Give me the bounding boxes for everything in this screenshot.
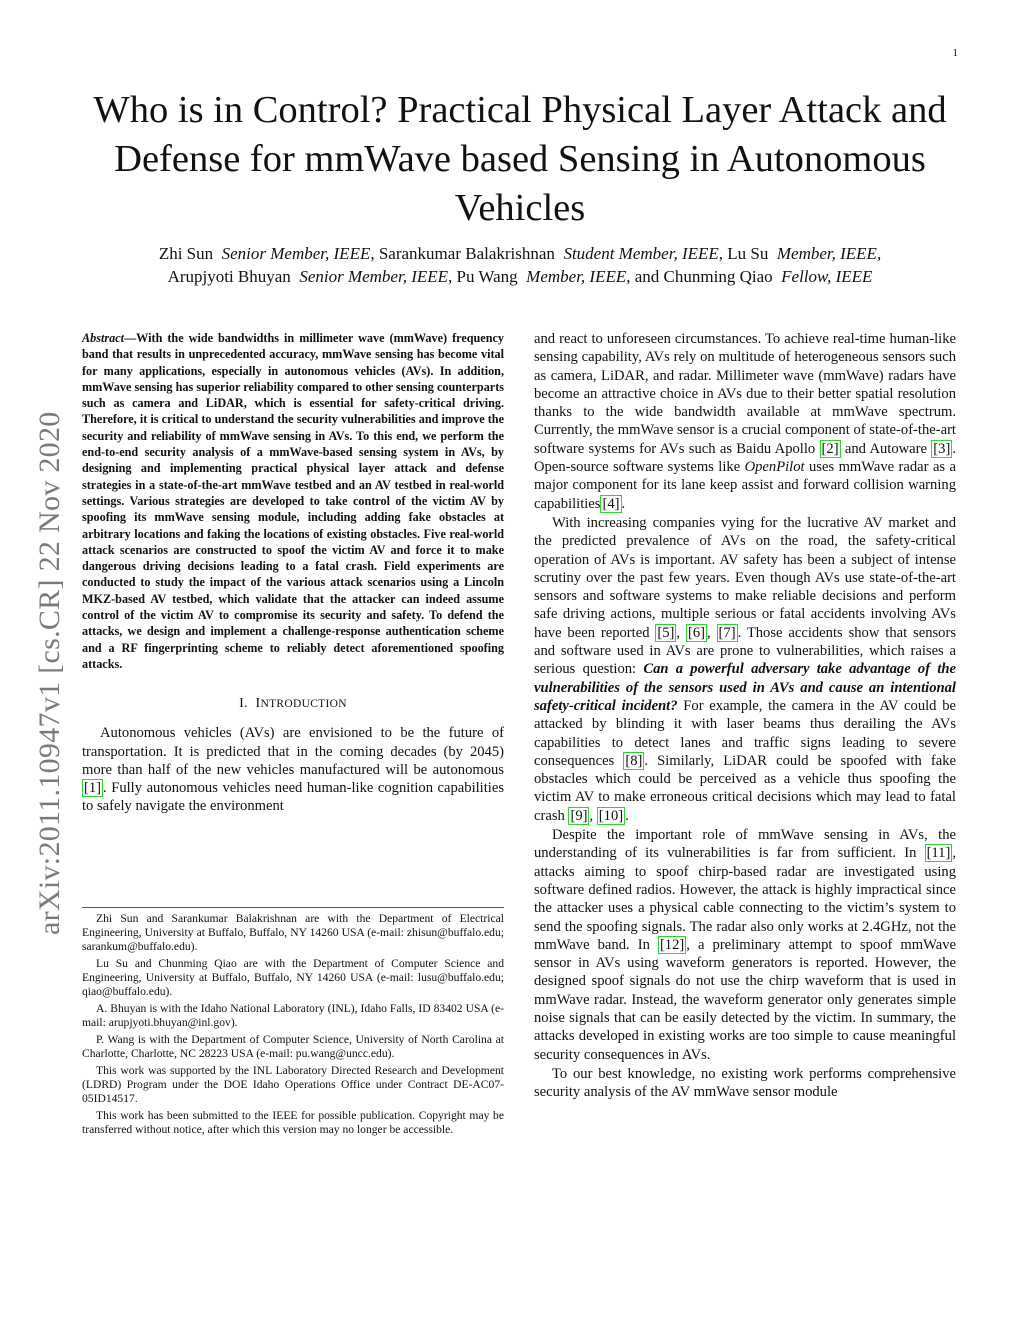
abstract-text: With the wide bandwidths in millimeter wave (mmWave) frequency band that results in unprecedented accuracy, mmWave sensing has become vital for many applications, especially in autonomous vehicles (AVs). In addition, mmWave sensing has superior reliability compared to other sensing counterparts such as camera and LiDAR, which is essential for safety-critical driving. Therefore, it is critical to understand the security vulnerabilities and improve the security and reliability of mmWave sensing in AVs. To this end, we perform the end-to-end security analysis of a mmWave-based sensing system in AVs, by designing and implementing practical physical layer attack and defense strategies in a state-of-the-art mmWave testbed and an AV testbed in real-world settings. Various strategies are developed to take control of the victim AV by spoofing its mmWave sensing module, including adding fake obstacles at arbitrary locations and faking the locations of existing obstacles. Five real-world attack scenarios are constructed to spoof the victim AV and force it to make dangerous driving decisions leading to a fatal crash. Field experiments are conducted to study the impact of the various attack scenarios using a Lincoln MKZ-based AV testbed, which validate that the attacker can indeed assume control of the victim AV to compromise its security and safety. To defend the attacks, we design and implement a challenge-response authentication scheme and a RF fingerprinting scheme to reliably detect aforementioned spoofing attacks.	[82, 331, 504, 671]
section-number: I.	[239, 696, 248, 712]
author-role: Senior Member, IEEE	[299, 267, 449, 286]
right-column	[534, 330, 956, 1101]
section-title-first: I	[255, 696, 261, 712]
footnote: P. Wang is with the Department of Computer Science, University of North Carolina at Charlotte, Charlotte, NC 28223 USA (e-mail: pu.wang@uncc.edu).	[82, 1033, 504, 1060]
citation-link[interactable]: [12]	[659, 936, 685, 953]
body-paragraph	[534, 514, 956, 825]
text-run: .	[625, 807, 629, 824]
author-name: Pu Wang	[456, 267, 518, 286]
footnote: Lu Su and Chunming Qiao are with the Department of Computer Science and Engineering, University at Buffalo, Buffalo, NY 14260 USA (e-mail: lusu@buffalo.edu; qiao@buffalo.edu).	[82, 957, 504, 998]
author-role: Member, IEEE	[526, 267, 627, 286]
section-title-rest: NTRODUCTION	[260, 698, 347, 711]
author-name: Arupjyoti Bhuyan	[167, 267, 291, 286]
abstract-dash: —	[123, 331, 137, 345]
citation-link[interactable]: [2]	[821, 440, 839, 457]
abstract-label: Abstract	[82, 331, 124, 345]
author-role: Senior Member, IEEE	[221, 244, 371, 263]
citation-link[interactable]: [10]	[598, 807, 624, 824]
author-name: Chunming Qiao	[663, 267, 773, 286]
text-run: To our best knowledge, no existing work performs comprehensive security analysis of the AV mmWave sensor module	[534, 1065, 956, 1101]
paper-title: Who is in Control? Practical Physical Layer Attack and Defense for mmWave based Sensing in Autonomous Vehicles	[93, 89, 947, 229]
footnote: A. Bhuyan is with the Idaho National Laboratory (INL), Idaho Falls, ID 83402 USA (e-mail: arupjyoti.bhuyan@inl.gov).	[82, 1002, 504, 1029]
footnote: Zhi Sun and Sarankumar Balakrishnan are with the Department of Electrical Engineering, University at Buffalo, Buffalo, NY 14260 USA (e-mail: zhisun@buffalo.edu; sarankum@buffalo.edu).	[82, 912, 504, 953]
text-run: and react to unforeseen circumstances. To achieve real-time human-like sensing capability, AVs rely on multitude of heterogeneous sensors such as camera, LiDAR, and radar. Millimeter wave (mmWave) radars have become an attractive choice in AVs due to their better spatial resolution thanks to the wide bandwidth available at mmWave spectrum. Currently, the mmWave sensor is a crucial component of state-of-the-art software systems for AVs such as Baidu Apollo	[534, 331, 956, 457]
section-heading-introduction	[82, 696, 504, 712]
body-paragraph	[534, 826, 956, 1064]
footnote: This work was supported by the INL Laboratory Directed Research and Development (LDRD) Program under the DOE Idaho Operations Office under Contract DE-AC07-05ID14517.	[82, 1064, 504, 1105]
citation-link[interactable]: [7]	[718, 624, 736, 641]
text-run: . Fully autonomous vehicles need human-like cognition capabilities to safely navigate the environment	[82, 780, 504, 815]
citation-link[interactable]: [6]	[687, 624, 705, 641]
footnotes	[82, 907, 504, 1137]
text-run: and Autoware	[840, 440, 932, 457]
author-role: Student Member, IEEE	[563, 244, 719, 263]
text-run: .	[621, 495, 626, 512]
body-paragraph	[534, 330, 956, 513]
author-name: Zhi Sun	[158, 244, 214, 263]
author-list: Zhi Sun Senior Member, IEEE, Sarankumar Balakrishnan Student Member, IEEE, Lu Su Member, IEEE, Arupjyoti Bhuyan Senior Member, IEEE, Pu Wang Member, IEEE, and Chunming Qiao Fellow, IEEE	[158, 244, 882, 286]
body-paragraph	[534, 1065, 956, 1102]
citation-link[interactable]: [1]	[84, 780, 102, 797]
arxiv-stamp-text: arXiv:2011.10947v1 [cs.CR] 22 Nov 2020	[33, 411, 66, 935]
text-run: ,	[707, 624, 717, 641]
text-run: ,	[676, 624, 686, 641]
footnote: This work has been submitted to the IEEE for possible publication. Copyright may be transferred without notice, after which this version may no longer be accessible.	[82, 1109, 504, 1136]
italic-run: OpenPilot	[744, 459, 805, 476]
text-run: uses mmWave radar as a major component for its lane keep assist and forward collision warning capabilities	[534, 459, 956, 512]
text-run: For example, the camera in the AV could be attacked by blinding it with laser beams thus derailing the AVs capabilities to detect lanes and traffic signs leading to severe consequences	[534, 697, 956, 769]
text-run: Despite the important role of mmWave sensing in AVs, the understanding of its vulnerabilities is far from sufficient. In	[534, 827, 956, 862]
emphasis-run: Can a powerful adversary take advantage of the vulnerabilities of the sensors used in AVs and cause an intentional safety-critical incident?	[534, 661, 956, 714]
text-run: . Open-source software systems like	[534, 440, 956, 476]
left-column	[82, 330, 504, 816]
intro-paragraph-1	[82, 724, 504, 815]
text-run: . Those accidents show that sensors and software used in AVs are prone to vulnerabilities, which raises a serious question:	[534, 624, 957, 678]
author-role: Member, IEEE	[776, 244, 877, 263]
page-number: 1	[952, 47, 958, 59]
text-run: ,	[589, 807, 597, 824]
text-run: Autonomous vehicles (AVs) are envisioned to be the future of transportation. It is predicted that in the coming decades (by 2045) more than half of the new vehicles manufactured will be autonomous	[82, 725, 504, 778]
abstract	[82, 330, 504, 672]
author-name: Sarankumar Balakrishnan	[378, 244, 555, 263]
author-name: Lu Su	[727, 244, 769, 263]
text-run: . Similarly, LiDAR could be spoofed with fake obstacles which could be perceived as a vehicle thus spoofing the victim AV to make erroneous critical decisions which may lead to fatal crash	[534, 752, 956, 824]
citation-link[interactable]: [9]	[570, 807, 588, 824]
citation-link[interactable]: [11]	[926, 845, 951, 862]
author-role: Fellow, IEEE	[781, 267, 873, 286]
author-conjunction: and	[634, 267, 660, 286]
text-run: , a preliminary attempt to spoof mmWave sensor in AVs using waveform generators is reported. However, the designed spoof signals do not use the chirp waveform that is used in mmWave radar. Instead, the waveform generator only generates simple noise signals that can be easily detected by the victim. In summary, the attacks developed in existing works are too simple to cause meaningful security consequences in AVs.	[534, 936, 956, 1063]
citation-link[interactable]: [5]	[657, 624, 675, 641]
citation-link[interactable]: [3]	[933, 440, 951, 457]
text-run: , attacks aiming to spoof chirp-based radar are investigated using software defined radios. However, the attack is highly impractical since the attacker uses a physical cable connecting to the victim’s system to send the spoofing signals. The radar also only works at 2.4GHz, not the mmWave band. In	[534, 845, 956, 953]
text-run: With increasing companies vying for the lucrative AV market and the predicted prevalence of AVs on the road, the safety-critical operation of AVs is important. AV safety has been a subject of intense scrutiny over the past few years. Even though AVs use state-of-the-art sensors and software systems to make reliable decisions and perform safe driving actions, multiple serious or fatal accidents involving AVs have been reported	[534, 514, 956, 641]
citation-link[interactable]: [4]	[602, 495, 620, 512]
citation-link[interactable]: [8]	[625, 752, 643, 769]
